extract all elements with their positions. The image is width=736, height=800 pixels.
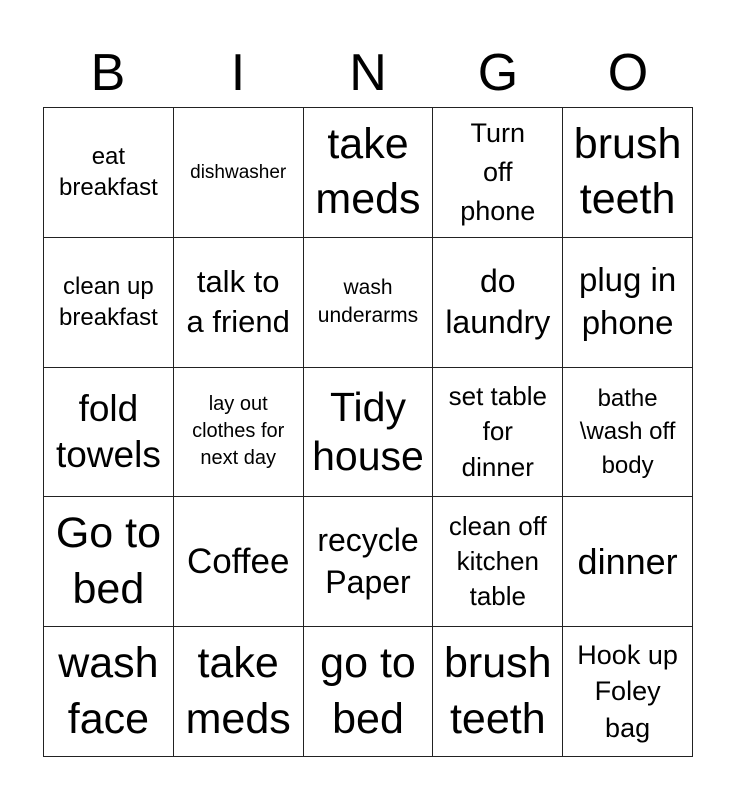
bingo-cell[interactable] bbox=[174, 238, 304, 368]
bingo-cell[interactable] bbox=[44, 497, 174, 627]
cell-text: fold towels bbox=[55, 387, 161, 475]
cell-text: plug in phone bbox=[578, 261, 677, 342]
bingo-cell[interactable] bbox=[433, 368, 563, 498]
bingo-cell[interactable] bbox=[44, 238, 174, 368]
cell-text: brush teeth bbox=[573, 119, 682, 224]
bingo-cell[interactable] bbox=[174, 627, 304, 757]
header-letter-i: I bbox=[230, 44, 246, 102]
header-letter-n: N bbox=[349, 44, 387, 102]
cell-text: Tidy house bbox=[312, 383, 424, 479]
cell-text: recycle Paper bbox=[317, 522, 419, 600]
cell-text: talk to a friend bbox=[186, 263, 290, 340]
cell-text: do laundry bbox=[445, 262, 551, 341]
bingo-cell[interactable] bbox=[44, 108, 174, 238]
header-letter-g: G bbox=[477, 44, 519, 102]
cell-text: wash face bbox=[58, 638, 159, 743]
cell-text: lay out clothes for next day bbox=[192, 393, 285, 470]
bingo-cell[interactable] bbox=[433, 627, 563, 757]
bingo-cell[interactable] bbox=[563, 108, 693, 238]
bingo-cell[interactable] bbox=[433, 108, 563, 238]
cell-text: take meds bbox=[185, 638, 291, 743]
bingo-cell[interactable] bbox=[563, 497, 693, 627]
bingo-cell[interactable] bbox=[44, 627, 174, 757]
bingo-cell[interactable] bbox=[304, 497, 434, 627]
cell-text: Turn off phone bbox=[460, 117, 536, 226]
cell-text: set table for dinner bbox=[448, 381, 547, 482]
cell-text: clean up breakfast bbox=[59, 273, 158, 332]
bingo-cell[interactable] bbox=[304, 108, 434, 238]
bingo-board bbox=[43, 107, 693, 757]
cell-text: go to bed bbox=[320, 638, 416, 743]
bingo-cell[interactable] bbox=[304, 238, 434, 368]
bingo-cell[interactable] bbox=[433, 497, 563, 627]
cell-text: Coffee bbox=[186, 541, 290, 581]
cell-text: brush teeth bbox=[444, 638, 552, 743]
header-letter-b: B bbox=[90, 44, 126, 102]
bingo-cell[interactable] bbox=[174, 497, 304, 627]
header-letter-o: O bbox=[607, 44, 649, 102]
bingo-cell[interactable] bbox=[563, 368, 693, 498]
cell-text: bathe \wash off body bbox=[579, 384, 676, 479]
cell-text: dishwasher bbox=[190, 161, 287, 183]
bingo-header bbox=[43, 40, 693, 106]
cell-text: take meds bbox=[315, 119, 421, 224]
bingo-cell[interactable] bbox=[433, 238, 563, 368]
cell-text: eat breakfast bbox=[59, 143, 158, 202]
bingo-cell[interactable] bbox=[304, 627, 434, 757]
cell-text: Go to bed bbox=[55, 508, 161, 613]
bingo-cell[interactable] bbox=[174, 368, 304, 498]
bingo-cell[interactable] bbox=[304, 368, 434, 498]
bingo-cell[interactable] bbox=[563, 627, 693, 757]
cell-text: dinner bbox=[577, 541, 678, 583]
bingo-cell[interactable] bbox=[563, 238, 693, 368]
cell-text: Hook up Foley bag bbox=[577, 639, 678, 743]
cell-text: wash underarms bbox=[317, 275, 419, 328]
cell-text: clean off kitchen table bbox=[448, 511, 547, 612]
bingo-cell[interactable] bbox=[174, 108, 304, 238]
bingo-cell[interactable] bbox=[44, 368, 174, 498]
